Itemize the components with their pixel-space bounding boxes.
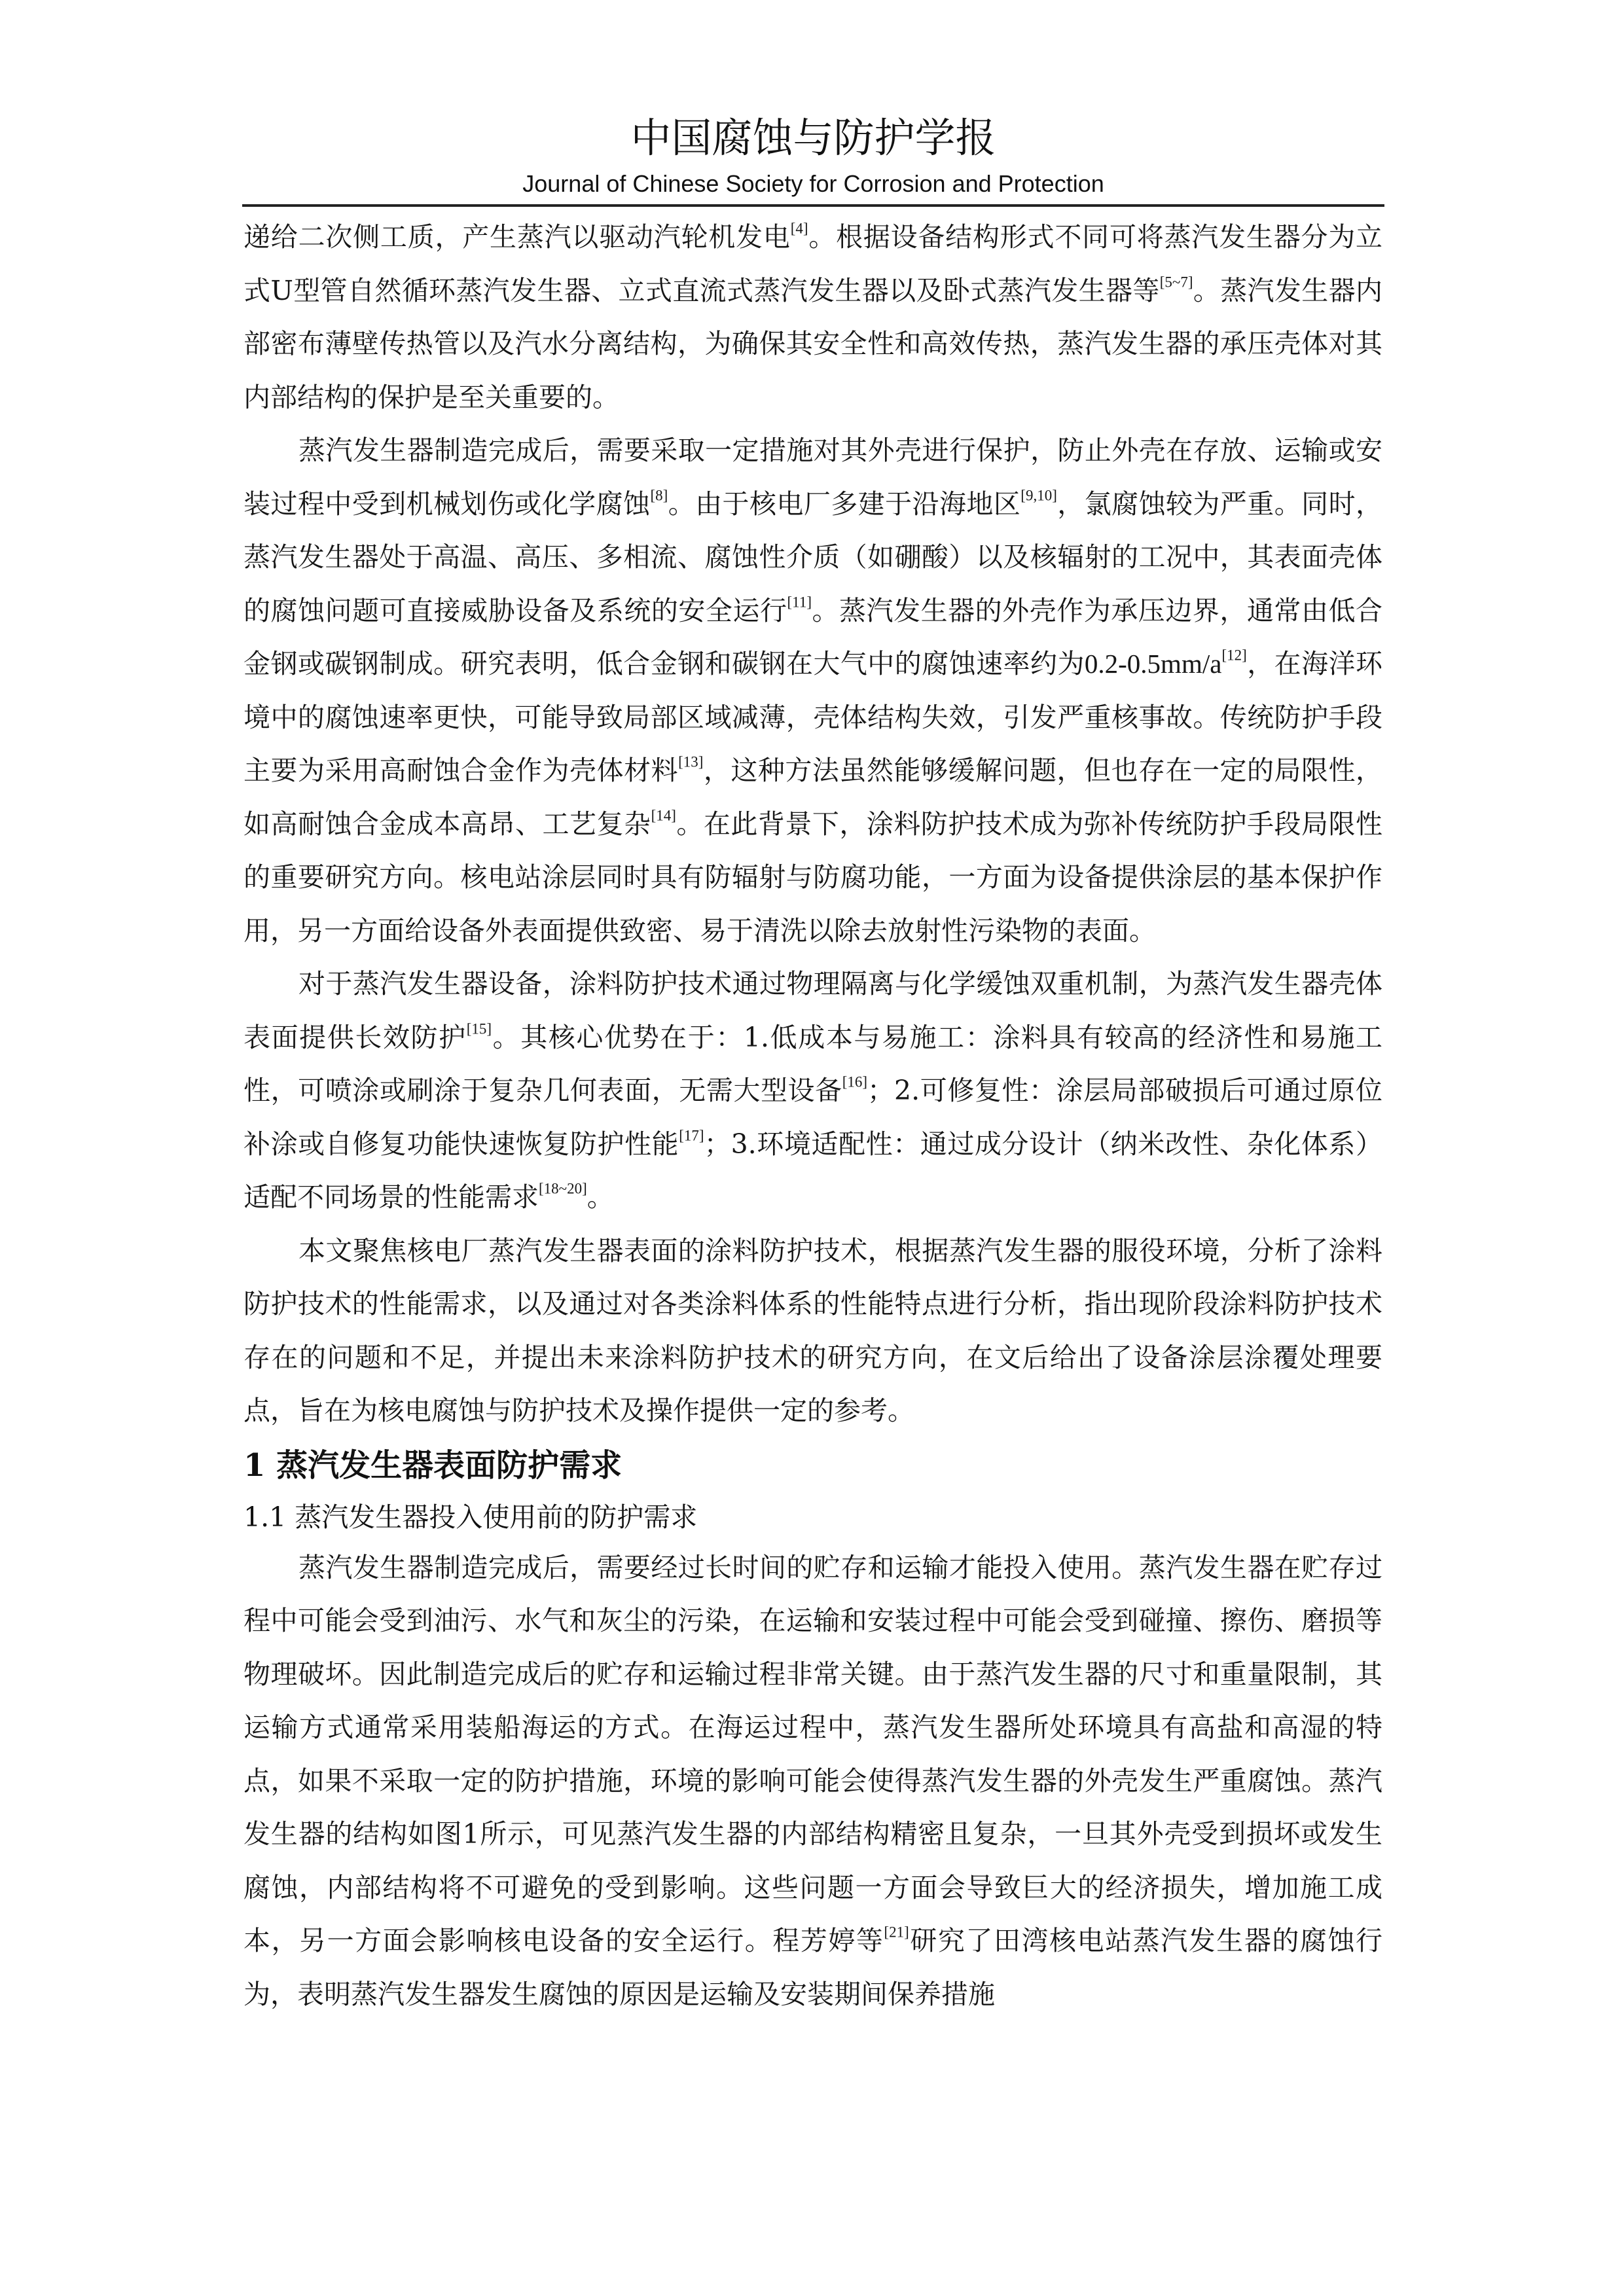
journal-title-cn: 中国腐蚀与防护学报 [630,114,996,162]
citation: [21] [884,1924,909,1941]
citation: [12] [1221,647,1247,664]
citation: [8] [650,486,668,503]
paragraph-3: 对于蒸汽发生器设备，涂料防护技术通过物理隔离与化学缓蚀双重机制，为蒸汽发生器壳体表面提供长效防护[15]。其核心优势在于：1.低成本与易施工：涂料具有较高的经济性和易施工性，可喷涂或刷涂于复杂几何表面，无需大型设备[16]；2.可修复性：涂层局部破损后可通过原位补涂或自修复功能快速恢复防护性能[17]；3.环境适配性：通过成分设计（纳米改性、杂化体系）适配不同场景的性能需求[18~20]。 [244,968,1382,1213]
citation: [11] [787,593,812,610]
header-rule [242,204,1384,207]
citation: [14] [651,806,676,823]
article-body [244,211,1382,2021]
journal-header [242,113,1384,207]
paragraph-1: 递给二次侧工质，产生蒸汽以驱动汽轮机发电[4]。根据设备结构形式不同可将蒸汽发生器分为立式U型管自然循环蒸汽发生器、立式直流式蒸汽发生器以及卧式蒸汽发生器等[5~7]。蒸汽发生器内部密布薄壁传热管以及汽水分离结构，为确保其安全性和高效传热，蒸汽发生器的承压壳体对其内部结构的保护是至关重要的。 [244,220,1383,413]
paragraph-4: 本文聚焦核电厂蒸汽发生器表面的涂料防护技术，根据蒸汽发生器的服役环境，分析了涂料防护技术的性能需求，以及通过对各类涂料体系的性能特点进行分析，指出现阶段涂料防护技术存在的问题和不足，并提出未来涂料防护技术的研究方向，在文后给出了设备涂层涂覆处理要点，旨在为核电腐蚀与防护技术及操作提供一定的参考。 [244,1234,1382,1426]
citation: [9,10] [1020,486,1057,503]
citation: [16] [842,1073,868,1090]
citation: [4] [790,220,808,237]
citation: [17] [679,1126,704,1143]
citation: [18~20] [539,1180,587,1197]
citation: [13] [678,753,704,770]
citation: [5~7] [1159,273,1193,290]
paragraph-5: 蒸汽发生器制造完成后，需要经过长时间的贮存和运输才能投入使用。蒸汽发生器在贮存过程中可能会受到油污、水气和灰尘的污染，在运输和安装过程中可能会受到碰撞、擦伤、磨损等物理破坏。因此制造完成后的贮存和运输过程非常关键。由于蒸汽发生器的尺寸和重量限制，其运输方式通常采用装船海运的方式。在海运过程中，蒸汽发生器所处环境具有高盐和高湿的特点，如果不采取一定的防护措施，环境的影响可能会使得蒸汽发生器的外壳发生严重腐蚀。蒸汽发生器的结构如图1所示，可见蒸汽发生器的内部结构精密且复杂，一旦其外壳受到损坏或发生腐蚀，内部结构将不可避免的受到影响。这些问题一方面会导致巨大的经济损失，增加施工成本，另一方面会影响核电设备的安全运行。程芳婷等[21]研究了田湾核电站蒸汽发生器的腐蚀行为，表明蒸汽发生器发生腐蚀的原因是运输及安装期间保养措施 [244,1551,1383,2010]
citation: [15] [466,1020,492,1037]
journal-title-en: Journal of Chinese Society for Corrosion and Protection [522,170,1104,197]
section-heading: 1 蒸汽发生器表面防护需求 [244,1446,623,1484]
paragraph-2: 蒸汽发生器制造完成后，需要采取一定措施对其外壳进行保护，防止外壳在存放、运输或安装过程中受到机械划伤或化学腐蚀[8]。由于核电厂多建于沿海地区[9,10]，氯腐蚀较为严重。同时，蒸汽发生器处于高温、高压、多相流、腐蚀性介质（如硼酸）以及核辐射的工况中，其表面壳体的腐蚀问题可直接威胁设备及系统的安全运行[11]。蒸汽发生器的外壳作为承压边界，通常由低合金钢或碳钢制成。研究表明，低合金钢和碳钢在大气中的腐蚀速率约为0.2-0.5mm/a[12]，在海洋环境中的腐蚀速率更快，可能导致局部区域减薄，壳体结构失效，引发严重核事故。传统防护手段主要为采用高耐蚀合金作为壳体材料[13]，这种方法虽然能够缓解问题，但也存在一定的局限性，如高耐蚀合金成本高昂、工艺复杂[14]。在此背景下，涂料防护技术成为弥补传统防护手段局限性的重要研究方向。核电站涂层同时具有防辐射与防腐功能，一方面为设备提供涂层的基本保护作用，另一方面给设备外表面提供致密、易于清洗以除去放射性污染物的表面。 [244,435,1383,946]
subsection-heading: 1.1 蒸汽发生器投入使用前的防护需求 [244,1501,698,1533]
